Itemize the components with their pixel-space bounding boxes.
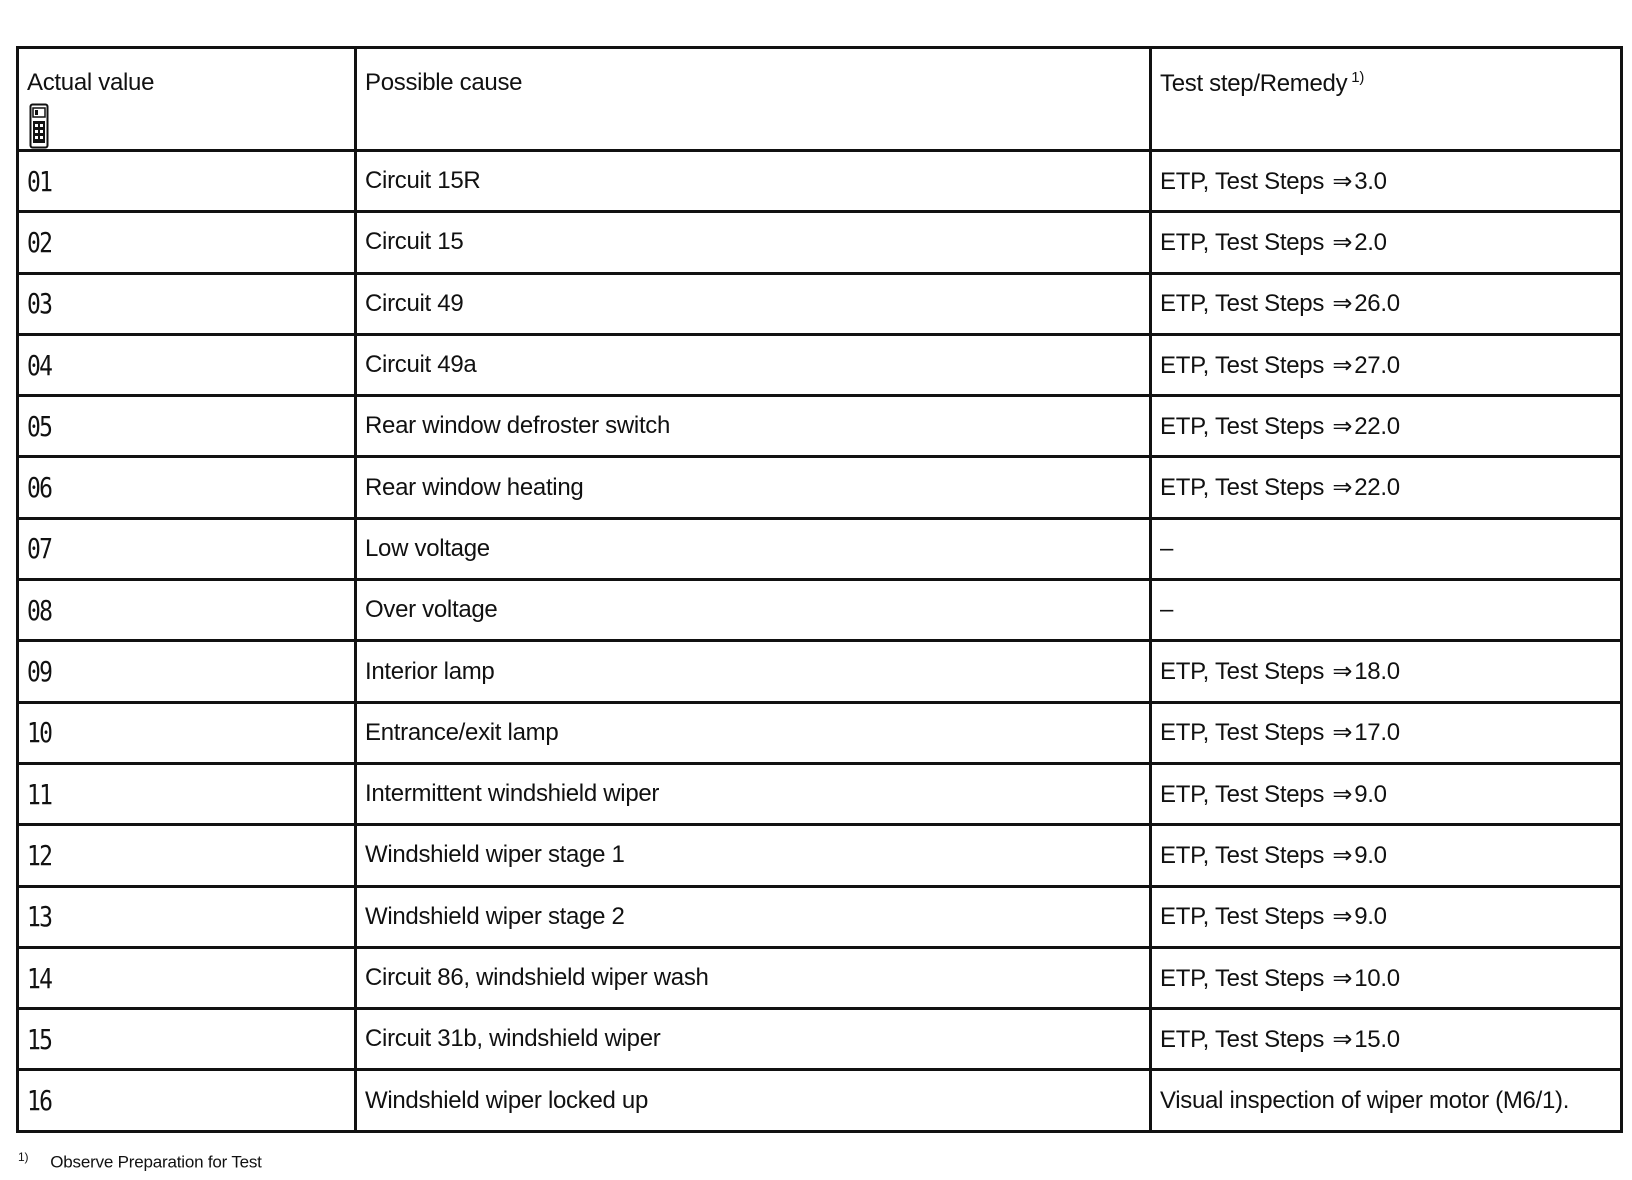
right-double-arrow-icon: ⇒	[1332, 411, 1353, 440]
tester-display-icon	[29, 103, 49, 149]
test-step-cell	[1151, 702, 1622, 763]
test-step-number: 2.0	[1354, 228, 1387, 256]
test-step-text: –	[1160, 596, 1174, 624]
possible-cause-text: Circuit 49	[365, 289, 464, 317]
actual-value-cell	[18, 212, 356, 273]
actual-value-code: 14	[27, 961, 52, 995]
table-row	[18, 580, 1622, 641]
table-row	[18, 518, 1622, 579]
test-step-number: 22.0	[1354, 412, 1400, 440]
actual-value-code: 13	[27, 900, 52, 934]
actual-value-cell	[18, 518, 356, 579]
header-possible-cause	[356, 48, 1151, 151]
test-step-number: 17.0	[1354, 719, 1400, 747]
possible-cause-cell	[356, 947, 1151, 1008]
test-step-cell	[1151, 886, 1622, 947]
actual-value-code: 01	[27, 164, 52, 198]
header-possible-cause-label: Possible cause	[365, 69, 523, 96]
possible-cause-text: Windshield wiper locked up	[365, 1086, 649, 1114]
actual-value-cell	[18, 1070, 356, 1131]
header-actual-value-label: Actual value	[27, 69, 155, 96]
table-row	[18, 457, 1622, 518]
test-step-number: 9.0	[1354, 780, 1387, 808]
possible-cause-text: Circuit 49a	[365, 351, 477, 379]
test-step-number: 3.0	[1354, 167, 1387, 195]
table-row	[18, 1070, 1622, 1131]
right-double-arrow-icon: ⇒	[1332, 289, 1353, 318]
possible-cause-cell	[356, 1009, 1151, 1070]
test-step-cell	[1151, 763, 1622, 824]
test-step-cell	[1151, 947, 1622, 1008]
possible-cause-text: Low voltage	[365, 534, 490, 562]
test-step-text: ETP, Test Steps	[1160, 964, 1325, 992]
right-double-arrow-icon: ⇒	[1332, 657, 1353, 686]
actual-value-code: 15	[27, 1022, 52, 1056]
actual-value-cell	[18, 947, 356, 1008]
test-step-text: ETP, Test Steps	[1160, 351, 1325, 379]
possible-cause-cell	[356, 641, 1151, 702]
test-step-text: ETP, Test Steps	[1160, 474, 1325, 502]
table-row	[18, 947, 1622, 1008]
right-double-arrow-icon: ⇒	[1332, 350, 1353, 379]
header-actual-value	[18, 48, 356, 151]
possible-cause-cell	[356, 886, 1151, 947]
actual-value-cell	[18, 151, 356, 212]
test-step-text: ETP, Test Steps	[1160, 719, 1325, 747]
diagnostic-table	[16, 46, 1623, 1133]
possible-cause-cell	[356, 518, 1151, 579]
possible-cause-cell	[356, 457, 1151, 518]
test-step-cell	[1151, 396, 1622, 457]
test-step-number: 26.0	[1354, 290, 1400, 318]
actual-value-code: 10	[27, 716, 52, 750]
possible-cause-cell	[356, 763, 1151, 824]
table-row	[18, 273, 1622, 334]
right-double-arrow-icon: ⇒	[1332, 779, 1353, 808]
test-step-cell	[1151, 518, 1622, 579]
actual-value-cell	[18, 702, 356, 763]
test-step-number: 9.0	[1354, 841, 1387, 869]
test-step-cell	[1151, 457, 1622, 518]
actual-value-code: 09	[27, 655, 52, 689]
test-step-number: 15.0	[1354, 1025, 1400, 1053]
actual-value-code: 11	[27, 777, 52, 811]
possible-cause-text: Circuit 31b, windshield wiper	[365, 1025, 661, 1053]
possible-cause-text: Rear window heating	[365, 473, 584, 501]
actual-value-cell	[18, 1009, 356, 1070]
possible-cause-text: Entrance/exit lamp	[365, 718, 559, 746]
possible-cause-cell	[356, 1070, 1151, 1131]
actual-value-code: 16	[27, 1084, 52, 1118]
test-step-text: ETP, Test Steps	[1160, 290, 1325, 318]
actual-value-cell	[18, 457, 356, 518]
possible-cause-text: Circuit 15R	[365, 167, 481, 195]
possible-cause-cell	[356, 273, 1151, 334]
possible-cause-cell	[356, 825, 1151, 886]
test-step-text: ETP, Test Steps	[1160, 412, 1325, 440]
header-test-step-label: Test step/Remedy	[1160, 70, 1348, 97]
test-step-text: ETP, Test Steps	[1160, 780, 1325, 808]
right-double-arrow-icon: ⇒	[1332, 1024, 1353, 1053]
possible-cause-text: Rear window defroster switch	[365, 412, 671, 440]
test-step-text: ETP, Test Steps	[1160, 658, 1325, 686]
test-step-cell	[1151, 1070, 1622, 1131]
test-step-cell	[1151, 641, 1622, 702]
test-step-text: ETP, Test Steps	[1160, 903, 1325, 931]
test-step-text: ETP, Test Steps	[1160, 1025, 1325, 1053]
test-step-number: 22.0	[1354, 474, 1400, 502]
possible-cause-cell	[356, 580, 1151, 641]
table-row	[18, 396, 1622, 457]
table-row	[18, 151, 1622, 212]
test-step-cell	[1151, 212, 1622, 273]
test-step-number: 27.0	[1354, 351, 1400, 379]
actual-value-code: 08	[27, 593, 52, 627]
table-body	[18, 151, 1622, 1132]
actual-value-cell	[18, 763, 356, 824]
actual-value-code: 02	[27, 225, 52, 259]
test-step-cell	[1151, 580, 1622, 641]
actual-value-code: 07	[27, 532, 52, 566]
table-row	[18, 825, 1622, 886]
right-double-arrow-icon: ⇒	[1332, 166, 1353, 195]
possible-cause-text: Over voltage	[365, 596, 498, 624]
test-step-number: 18.0	[1354, 658, 1400, 686]
possible-cause-text: Intermittent windshield wiper	[365, 780, 660, 808]
right-double-arrow-icon: ⇒	[1332, 902, 1353, 931]
footnote	[18, 1150, 262, 1173]
table-row	[18, 886, 1622, 947]
test-step-text: –	[1160, 534, 1174, 562]
right-double-arrow-icon: ⇒	[1332, 840, 1353, 869]
possible-cause-text: Interior lamp	[365, 657, 495, 685]
table-row	[18, 763, 1622, 824]
test-step-number: 9.0	[1354, 903, 1387, 931]
possible-cause-text: Circuit 15	[365, 228, 464, 256]
actual-value-code: 06	[27, 471, 52, 505]
actual-value-cell	[18, 273, 356, 334]
table-row	[18, 334, 1622, 395]
actual-value-cell	[18, 886, 356, 947]
possible-cause-text: Windshield wiper stage 1	[365, 841, 625, 869]
actual-value-cell	[18, 825, 356, 886]
test-step-text: ETP, Test Steps	[1160, 228, 1325, 256]
header-footnote-mark: 1)	[1351, 69, 1365, 86]
test-step-text: Visual inspection of wiper motor (M6/1).	[1160, 1086, 1570, 1114]
possible-cause-cell	[356, 212, 1151, 273]
possible-cause-text: Windshield wiper stage 2	[365, 902, 625, 930]
actual-value-code: 03	[27, 287, 52, 321]
possible-cause-cell	[356, 334, 1151, 395]
table-row	[18, 212, 1622, 273]
footnote-mark: 1)	[18, 1150, 29, 1164]
header-test-step	[1151, 48, 1622, 151]
actual-value-code: 05	[27, 409, 52, 443]
test-step-cell	[1151, 825, 1622, 886]
right-double-arrow-icon: ⇒	[1332, 963, 1353, 992]
table-row	[18, 1009, 1622, 1070]
right-double-arrow-icon: ⇒	[1332, 473, 1353, 502]
test-step-cell	[1151, 1009, 1622, 1070]
actual-value-code: 12	[27, 838, 52, 872]
possible-cause-cell	[356, 151, 1151, 212]
test-step-text: ETP, Test Steps	[1160, 167, 1325, 195]
test-step-cell	[1151, 334, 1622, 395]
table-header-row	[18, 48, 1622, 151]
right-double-arrow-icon: ⇒	[1332, 718, 1353, 747]
actual-value-cell	[18, 334, 356, 395]
right-double-arrow-icon: ⇒	[1332, 227, 1353, 256]
table-row	[18, 702, 1622, 763]
actual-value-cell	[18, 641, 356, 702]
possible-cause-text: Circuit 86, windshield wiper wash	[365, 964, 709, 991]
possible-cause-cell	[356, 396, 1151, 457]
possible-cause-cell	[356, 702, 1151, 763]
test-step-cell	[1151, 273, 1622, 334]
actual-value-code: 04	[27, 348, 52, 382]
test-step-cell	[1151, 151, 1622, 212]
footnote-text: Observe Preparation for Test	[50, 1152, 262, 1172]
table-row	[18, 641, 1622, 702]
actual-value-cell	[18, 396, 356, 457]
test-step-text: ETP, Test Steps	[1160, 841, 1325, 869]
actual-value-cell	[18, 580, 356, 641]
test-step-number: 10.0	[1354, 964, 1400, 992]
